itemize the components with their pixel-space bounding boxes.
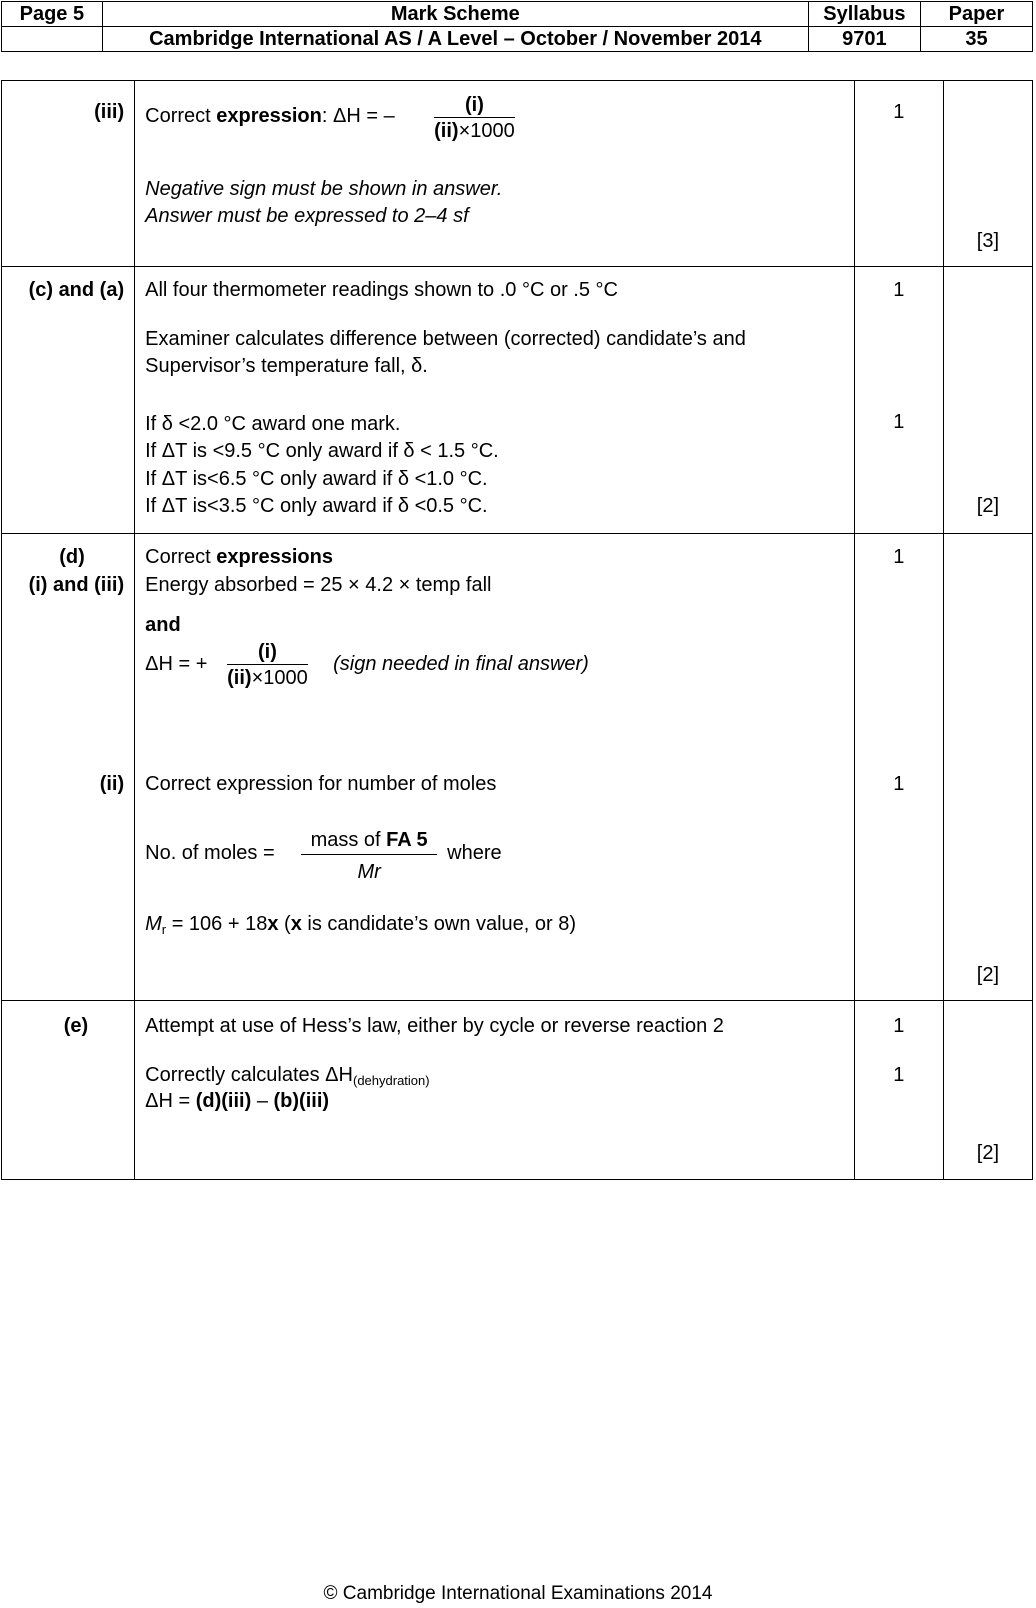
- table-row: [2, 81, 1033, 267]
- mark-cell: [854, 1001, 943, 1180]
- text-line: [145, 1090, 329, 1113]
- answer-cell: [135, 1001, 855, 1180]
- fraction-numerator: [227, 640, 308, 665]
- header-empty-cell: [2, 27, 103, 52]
- text: Correct: [145, 105, 217, 127]
- mark-cell: [854, 534, 943, 1001]
- text: ΔH =: [145, 1090, 196, 1112]
- italic-text: (sign needed in final answer): [333, 653, 589, 675]
- mark-value: 1: [893, 1064, 905, 1086]
- text-line: If ΔT is <9.5 °C only award if δ < 1.5 °C.: [145, 440, 499, 462]
- text-line: Correct expression for number of moles: [145, 773, 497, 795]
- doc-subtitle: Cambridge International AS / A Level – October / November 2014: [102, 27, 808, 52]
- italic-text: Negative sign must be shown in answer.: [145, 178, 503, 200]
- note-line: [145, 178, 502, 201]
- bold-text: (i): [257, 641, 277, 663]
- text: mass of: [310, 829, 387, 851]
- question-cell: [2, 1001, 135, 1180]
- syllabus-value: 9701: [808, 27, 920, 52]
- and-line: [145, 614, 181, 637]
- question-cell: [2, 81, 135, 267]
- question-label: (i) and (iii): [28, 574, 125, 596]
- total-cell: [943, 81, 1032, 267]
- bold-text: x: [267, 913, 279, 935]
- mark-value: 1: [893, 411, 905, 433]
- fraction-denominator: [301, 855, 437, 889]
- expression-line: [145, 105, 395, 128]
- fraction-denominator: [434, 118, 515, 144]
- answer-cell: [135, 267, 855, 534]
- table-row: [2, 267, 1033, 534]
- question-label: (e): [63, 1015, 89, 1037]
- text-line: [145, 1064, 429, 1088]
- fraction-numerator: [301, 826, 437, 855]
- bold-text: (ii): [434, 120, 459, 142]
- sign-note: [333, 653, 589, 676]
- italic-text: Answer must be expressed to 2–4 sf: [145, 205, 469, 227]
- moles-prefix: No. of moles =: [145, 842, 275, 864]
- subscript: r: [161, 922, 167, 937]
- bold-text: (i): [464, 94, 484, 116]
- mark-value: 1: [893, 773, 905, 795]
- text-line: If δ <2.0 °C award one mark.: [145, 413, 401, 435]
- table-row: [2, 534, 1033, 1001]
- fraction: [227, 640, 308, 691]
- question-label: (iii): [94, 101, 125, 123]
- where-text: where: [447, 842, 502, 864]
- text-line: All four thermometer readings shown to .0 °C or .5 °C: [145, 279, 618, 301]
- text: Correctly calculates ΔH: [145, 1064, 353, 1086]
- fraction: [434, 93, 515, 144]
- question-label: (d): [59, 546, 85, 568]
- total-mark: [2]: [976, 495, 1000, 517]
- bold-text: (ii): [227, 667, 252, 689]
- answer-cell: [135, 81, 855, 267]
- mark-value: 1: [893, 101, 905, 123]
- note-line: [145, 205, 469, 228]
- italic-text: Mr: [357, 861, 381, 883]
- bold-text: and: [145, 614, 181, 636]
- header-table: [1, 1, 1033, 52]
- fraction-denominator: [227, 665, 308, 691]
- text: (: [278, 913, 291, 935]
- mark-cell: [854, 267, 943, 534]
- syllabus-label: Syllabus: [808, 2, 920, 27]
- mark-value: 1: [893, 279, 905, 301]
- mark-scheme-table: [1, 80, 1033, 1180]
- paper-value: 35: [920, 27, 1032, 52]
- text-line: Energy absorbed = 25 × 4.2 × temp fall: [145, 574, 492, 596]
- total-cell: [943, 534, 1032, 1001]
- text: ×1000: [458, 120, 515, 142]
- table-row: [2, 1001, 1033, 1180]
- text: = 106 + 18: [166, 913, 268, 935]
- mark-value: 1: [893, 546, 905, 568]
- mark-value: 1: [893, 1015, 905, 1037]
- answer-cell: [135, 534, 855, 1001]
- expression-line: [145, 546, 333, 569]
- text: ×1000: [251, 667, 308, 689]
- bold-text: FA 5: [386, 829, 428, 851]
- text-line: Examiner calculates difference between (corrected) candidate’s and: [145, 328, 746, 350]
- question-label: (c) and (a): [28, 279, 125, 301]
- paper-label: Paper: [920, 2, 1032, 27]
- text: Correct: [145, 546, 217, 568]
- text-line: Attempt at use of Hess’s law, either by cycle or reverse reaction 2: [145, 1015, 724, 1037]
- moles-fraction: [301, 826, 437, 889]
- page-number: Page 5: [2, 2, 103, 27]
- bold-text: x: [290, 913, 302, 935]
- italic-text: M: [145, 913, 162, 935]
- dh-line: ΔH = +: [145, 653, 208, 675]
- text-line: If ΔT is<6.5 °C only award if δ <1.0 °C.: [145, 468, 488, 490]
- text-line: Supervisor’s temperature fall, δ.: [145, 355, 428, 377]
- text: –: [251, 1090, 274, 1112]
- bold-text: expression: [216, 105, 322, 127]
- mark-cell: [854, 81, 943, 267]
- mr-line: [145, 913, 576, 937]
- total-mark: [2]: [976, 964, 1000, 986]
- text: is candidate’s own value, or 8): [301, 913, 577, 935]
- question-cell: [2, 534, 135, 1001]
- question-label: (ii): [99, 773, 125, 795]
- subscript: (dehydration): [353, 1073, 430, 1088]
- doc-title: Mark Scheme: [102, 2, 808, 27]
- total-cell: [943, 267, 1032, 534]
- bold-text: (d)(iii): [195, 1090, 252, 1112]
- question-cell: [2, 267, 135, 534]
- fraction-numerator: [434, 93, 515, 118]
- total-mark: [2]: [976, 1142, 1000, 1164]
- total-cell: [943, 1001, 1032, 1180]
- text: : ΔH = –: [321, 105, 395, 127]
- copyright-footer: © Cambridge International Examinations 2014: [323, 1583, 713, 1604]
- total-mark: [3]: [976, 230, 1000, 252]
- text-line: If ΔT is<3.5 °C only award if δ <0.5 °C.: [145, 495, 488, 517]
- bold-text: (b)(iii): [273, 1090, 330, 1112]
- bold-text: expressions: [216, 546, 333, 568]
